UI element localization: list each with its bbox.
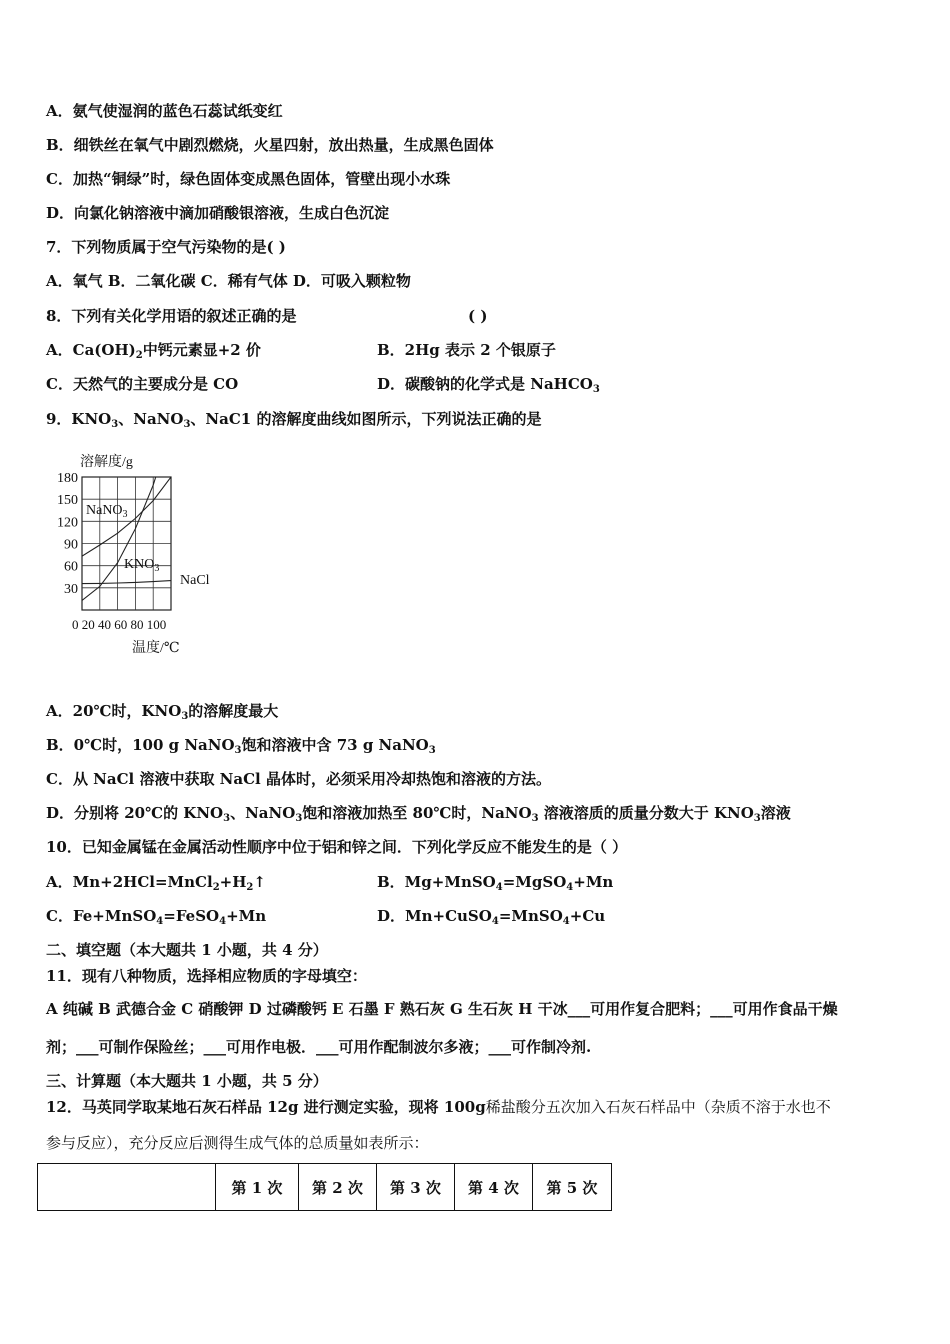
q9-option-d: D．分别将 20℃的 $KNO_3$、NaNO$_3$饱和溶液加热至 80℃时，NaNO$_3$ 溶液溶质的质量分数大于 $KNO_3$溶液 [46, 804, 791, 824]
q9-option-a: A．20℃时，$KNO_3$的溶解度最大 [46, 702, 279, 722]
solubility-chart [40, 450, 230, 660]
table-header-2: 第 2 次 [299, 1164, 377, 1211]
y-tick-label: 180 [57, 471, 78, 486]
y-tick-label: 60 [64, 559, 78, 575]
q10-option-b: B．Mg+MnSO$_4$=MgSO$_4$+Mn [377, 873, 614, 893]
table-cell-blank [38, 1164, 216, 1211]
q9-stem: 9．$KNO_3$、NaNO$_3$、NaC1 的溶解度曲线如图所示，下列说法正确的是 [46, 410, 542, 430]
y-tick-label: 90 [64, 537, 78, 553]
q6-option-d: D．向氯化钠溶液中滴加硝酸银溶液，生成白色沉淀 [46, 204, 390, 222]
y-tick-labels [57, 471, 78, 597]
q8-option-b: B．2Hg 表示 2 个银原子 [377, 341, 556, 359]
q8-answer-paren: ( ) [468, 307, 488, 325]
q6-option-a: A．氨气使湿润的蓝色石蕊试纸变红 [46, 102, 283, 120]
q10-option-c: C．Fe+MnSO$_4$=FeSO$_4$+Mn [46, 907, 267, 927]
q7-options: A．氧气 B．二氧化碳 C．稀有气体 D．可吸入颗粒物 [46, 272, 411, 290]
q12-line-1: 12．马英同学取某地石灰石样品 12g 进行测定实验，现将 100g稀盐酸分五次加入石灰石样品中（杂质不溶于水也不 [46, 1098, 831, 1116]
curves [82, 450, 171, 600]
x-axis-label: 温度/℃ [132, 641, 180, 656]
q9-option-c: C．从 NaCl 溶液中获取 NaCl 晶体时，必须采用冷却热饱和溶液的方法。 [46, 770, 551, 788]
section-3-heading: 三、计算题（本大题共 1 小题，共 5 分） [46, 1072, 328, 1090]
table-header-3: 第 3 次 [377, 1164, 455, 1211]
q8-option-a: A．$Ca(OH)_2$中钙元素显+2 价 [46, 341, 261, 361]
table-header-1: 第 1 次 [216, 1164, 299, 1211]
x-tick-labels: 0 20 40 60 80 100 [72, 617, 167, 632]
table-header-4: 第 4 次 [455, 1164, 533, 1211]
q11-stem: 11．现有八种物质，选择相应物质的字母填空： [46, 967, 367, 985]
q6-option-b: B．细铁丝在氧气中剧烈燃烧，火星四射，放出热量，生成黑色固体 [46, 136, 494, 154]
y-axis-label: 溶解度/g [80, 455, 133, 470]
q8-option-c: C．天然气的主要成分是 CO [46, 375, 239, 393]
q9-option-b: B．0℃时，100 g NaNO$_3$饱和溶液中含 73 g NaNO$_3$ [46, 736, 436, 756]
q6-option-c: C．加热“铜绿”时，绿色固体变成黑色固体，管壁出现小水珠 [46, 170, 451, 188]
q8-stem: 8．下列有关化学用语的叙述正确的是 [46, 307, 297, 325]
q11-line-1: A 纯碱 B 武德合金 C 硝酸钾 D 过磷酸钙 E 石墨 F 熟石灰 G 生石灰 H 干冰___可用作复合肥料；___可用作食品干燥 [46, 1000, 838, 1018]
results-table [37, 1163, 612, 1211]
curve-NaCl [82, 581, 171, 584]
table-row [38, 1164, 612, 1211]
q10-option-d: D．Mn+CuSO$_4$=MnSO$_4$+Cu [377, 907, 606, 927]
q10-option-a: A．$Mn+2HCl=MnCl_2+H_2↑$ [46, 873, 266, 893]
series-label-NaCl: NaCl [180, 573, 210, 588]
q7-stem: 7．下列物质属于空气污染物的是( ) [46, 238, 286, 256]
q11-line-2: 剂；___可制作保险丝；___可用作电极．___可用作配制波尔多液；___可作制冷剂. [46, 1038, 592, 1056]
section-2-heading: 二、填空题（本大题共 1 小题，共 4 分） [46, 941, 328, 959]
series-labels [86, 503, 210, 588]
table-header-5: 第 5 次 [533, 1164, 612, 1211]
q8-option-d: D．碳酸钠的化学式是 NaHCO$_3$ [377, 375, 600, 395]
y-tick-label: 150 [57, 493, 78, 509]
series-line-NaCl [82, 581, 171, 584]
series-label-NaNO3: NaNO$_3$ [86, 503, 128, 520]
q12-line-2: 参与反应），充分反应后测得生成气体的总质量如表所示： [46, 1134, 429, 1152]
q10-stem: 10．已知金属锰在金属活动性顺序中位于铝和锌之间．下列化学反应不能发生的是（ ） [46, 838, 628, 856]
y-tick-label: 30 [64, 581, 78, 597]
y-tick-label: 120 [57, 515, 78, 531]
series-label-KNO3: $KNO_3$ [124, 557, 160, 574]
